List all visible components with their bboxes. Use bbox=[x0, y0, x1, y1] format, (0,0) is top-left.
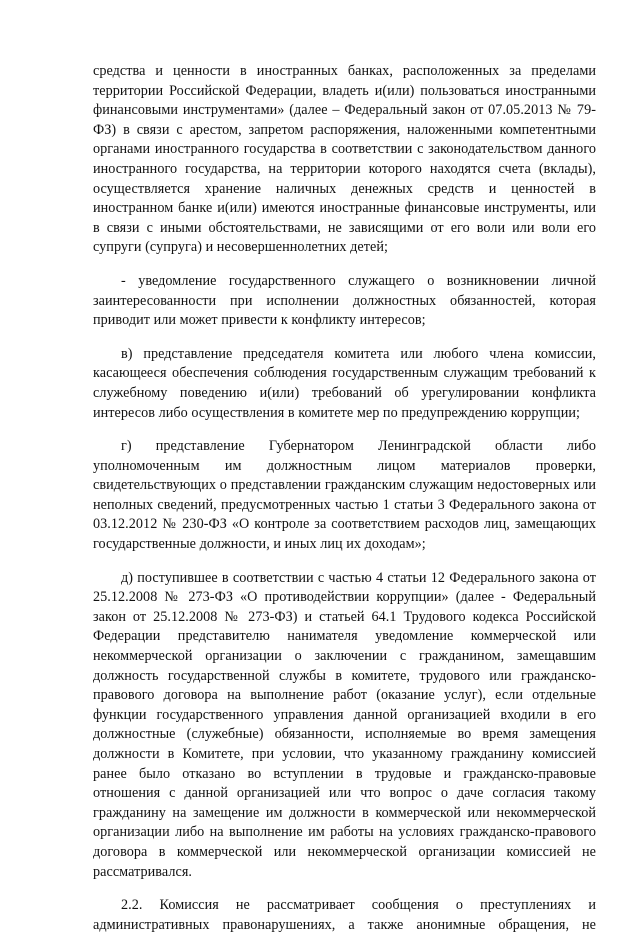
paragraph-item-v: в) представление председателя комитета или любого члена комиссии, касающееся обеспечения соблюдения государственным служащим требований к служебному поведению и(или) требований об урегулировании конфликта интересов либо осуществления в комитете мер по предупреждению коррупции; bbox=[93, 345, 596, 421]
paragraph-item-d: д) поступившее в соответствии с частью 4 статьи 12 Федерального закона от 25.12.2008 № 273-ФЗ «О противодействии коррупции» (далее - Федеральный закон от 25.12.2008 № 273-ФЗ) и статьей 64.1 Трудового кодекса Российской Федерации представителю нанимателя уведомление коммерческой или некоммерческой организации о заключении с гражданином, замещавшим должность государственной службы в комитете, трудового или гражданско-правового договора на выполнение работ (оказание услуг), если отдельные функции государственного управления данной организацией входили в его должностные (служебные) обязанности, исполняемые во время замещения должности в Комитете, при условии, что указанному гражданину комиссией ранее было отказано во вступлении в трудовые и гражданско-правовые отношения с данной организацией или что вопрос о даче согласия такому гражданину на замещение им должности в коммерческой или некоммерческой организации либо на выполнение им работы на условиях гражданско-правового договора в коммерческой или некоммерческой организации комиссией не рассматривался. bbox=[93, 569, 596, 880]
paragraph-conflict-of-interest-notice: - уведомление государственного служащего о возникновении личной заинтересованности при исполнении должностных обязанностей, которая приводит или может привести к конфликту интересов; bbox=[93, 272, 596, 329]
paragraph-section-2-2: 2.2. Комиссия не рассматривает сообщения о преступлениях и административных правонарушениях, а также анонимные обращения, не bbox=[93, 897, 596, 933]
paragraph-item-g: г) представление Губернатором Ленинградской области либо уполномоченным им должностным лицом материалов проверки, свидетельствующих о представлении гражданским служащим недостоверных или неполных сведений, предусмотренных частью 1 статьи 3 Федерального закона от 03.12.2012 № 230-ФЗ «О контроле за соответствием расходов лиц, замещающих государственные должности, и иных лиц их доходам»; bbox=[93, 438, 596, 553]
paragraph-continuation: средства и ценности в иностранных банках, расположенных за пределами территории Российской Федерации, владеть и(или) пользоваться иностранными финансовыми инструментами» (далее – Федеральный закон от 07.05.2013 № 79-ФЗ) в связи с арестом, запретом распоряжения, наложенными компетентными органами иностранного государства в соответствии с законодательством данного иностранного государства, на территории которого находятся счета (вклады), осуществляется хранение наличных денежных средств и ценностей в иностранном банке и(или) имеются иностранные финансовые инструменты, или в связи с иными обстоятельствами, не зависящими от его воли или воли его супруги (супруга) и несовершеннолетних детей; bbox=[93, 63, 596, 256]
